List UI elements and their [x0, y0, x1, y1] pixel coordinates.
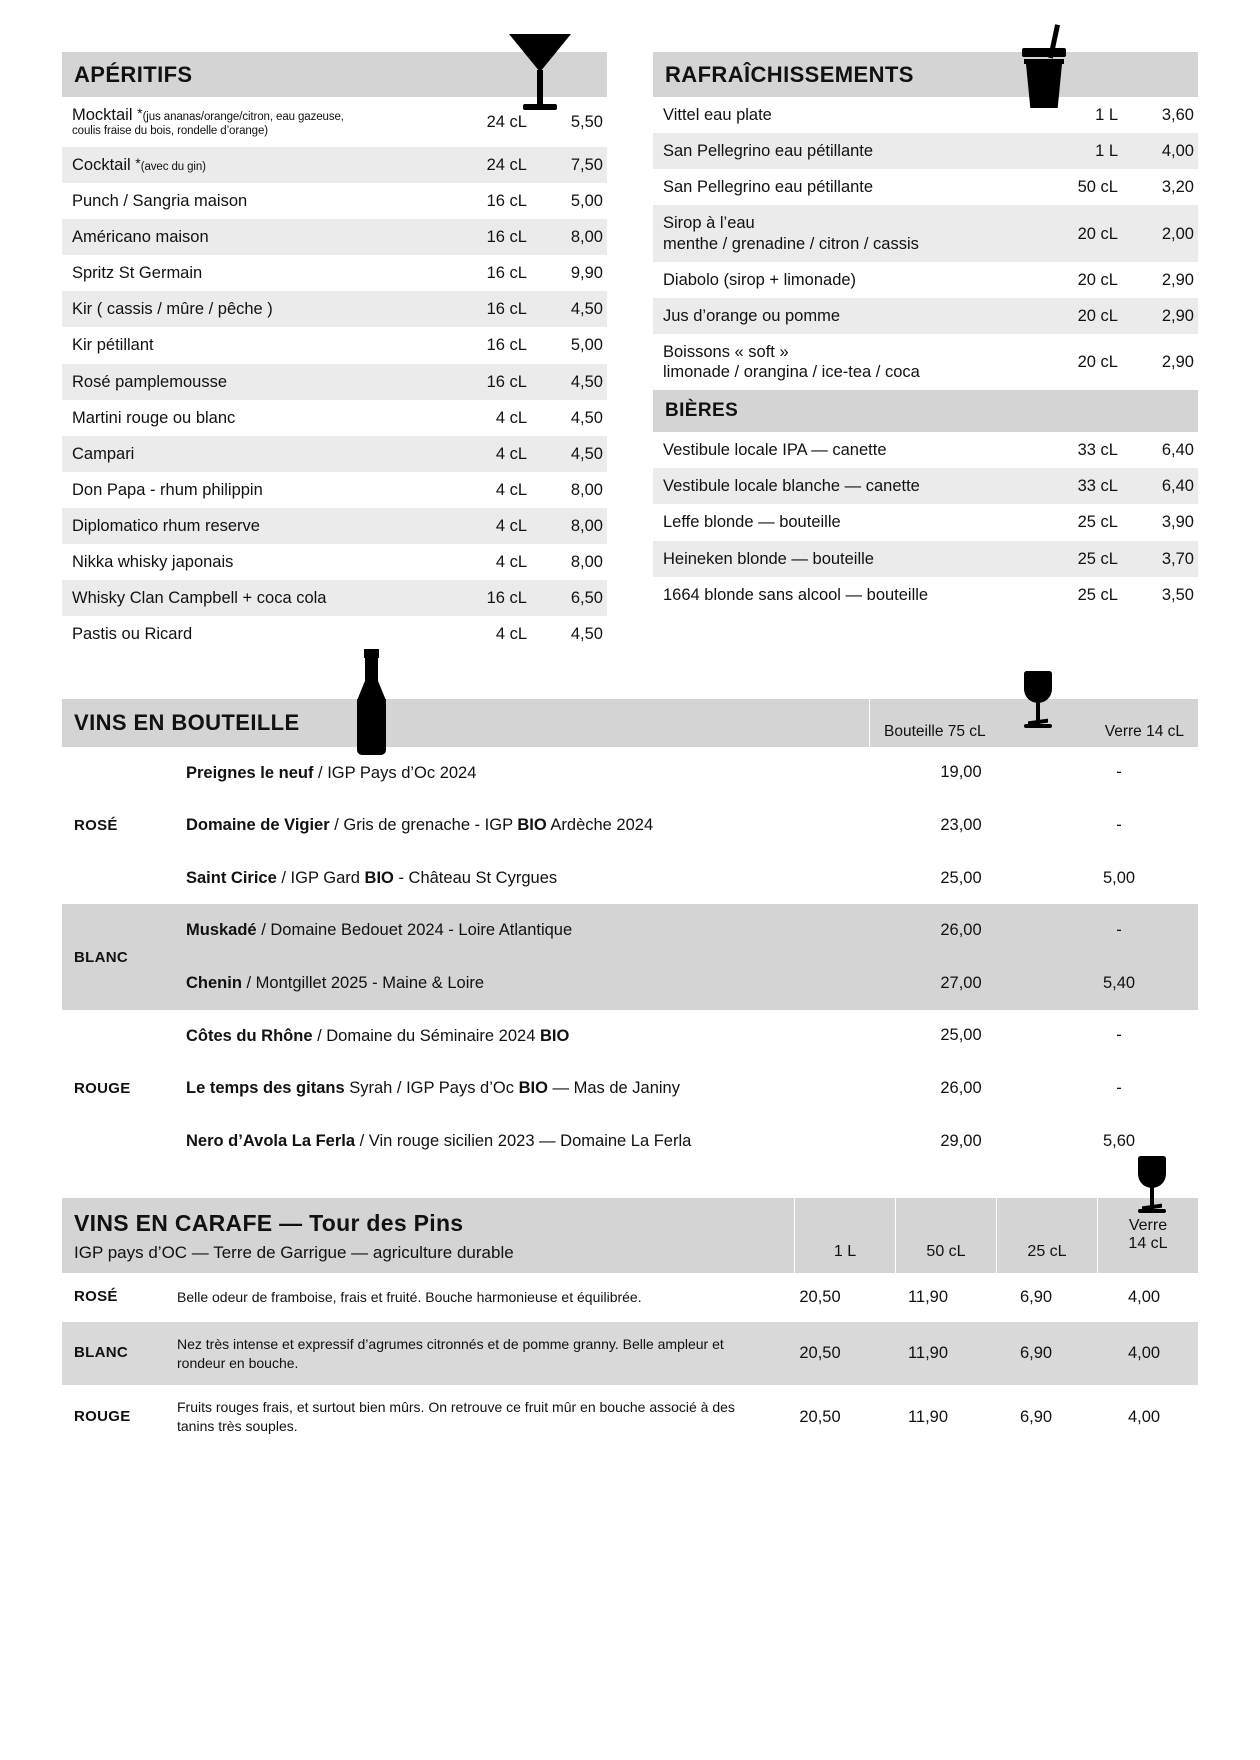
wine-name-rest: Syrah / IGP Pays d’Oc BIO — Mas de Janiny: [344, 1079, 680, 1098]
table-row: [653, 169, 1198, 205]
carafe-col-25cl: 25 cL: [996, 1198, 1097, 1274]
table-row: [653, 262, 1198, 298]
carafe-col-verre: [1097, 1198, 1198, 1274]
item-name: Boissons « soft »: [663, 342, 789, 361]
table-row: [653, 334, 1198, 390]
item-price: 3,50: [1161, 585, 1194, 604]
vins-bouteille-header: [62, 699, 1198, 747]
carafe-col-verre-line1: Verre: [1128, 1217, 1168, 1235]
item-name: San Pellegrino eau pétillante: [663, 178, 874, 197]
aperitifs-title: APÉRITIFS: [74, 62, 193, 87]
carafe-price-1l: 20,50: [766, 1322, 874, 1386]
aperitifs-table: [62, 97, 607, 652]
table-row: [62, 97, 607, 147]
wine-bottle-price: 23,00: [940, 815, 982, 834]
item-name: Don Papa - rhum philippin: [72, 480, 263, 499]
item-volume: 4 cL: [495, 553, 527, 572]
item-volume: 20 cL: [1034, 205, 1122, 261]
wine-glass-price: -: [1116, 1026, 1122, 1045]
item-name: Sirop à l’eau: [663, 214, 755, 233]
table-row: [62, 183, 607, 219]
wine-name-bold: Nero d’Avola La Ferla: [186, 1131, 356, 1150]
wine-glass-price: 5,40: [1040, 957, 1198, 1010]
item-price: 8,00: [531, 508, 607, 544]
item-name: Vestibule locale IPA — canette: [663, 441, 887, 460]
item-name: Diabolo (sirop + limonade): [663, 270, 857, 289]
item-star: *: [137, 105, 143, 122]
item-volume: 4 cL: [443, 508, 531, 544]
item-price: 5,00: [570, 336, 603, 355]
rafraichissements-title: RAFRAÎCHISSEMENTS: [665, 62, 914, 87]
item-price: 3,70: [1122, 541, 1198, 577]
carafe-price-verre: 4,00: [1127, 1408, 1161, 1427]
table-row: [62, 1385, 1198, 1449]
table-row: [653, 97, 1198, 133]
wine-group-rouge: ROUGE: [74, 1080, 131, 1098]
table-row: [62, 747, 1198, 800]
table-row: [653, 205, 1198, 261]
wine-name-bold: Côtes du Rhône: [186, 1026, 313, 1045]
carafe-col-1l: 1 L: [794, 1198, 895, 1274]
table-row: [62, 616, 607, 652]
item-name: Pastis ou Ricard: [72, 625, 193, 644]
item-price: 2,90: [1122, 298, 1198, 334]
item-volume: 16 cL: [486, 191, 527, 210]
wine-name-rest: / Montgillet 2025 - Maine & Loire: [246, 974, 485, 993]
table-row: [62, 1115, 1198, 1168]
item-name: Punch / Sangria maison: [72, 191, 248, 210]
table-row: [653, 504, 1198, 540]
wine-name: [178, 852, 882, 905]
table-row: [62, 400, 607, 436]
table-row: [653, 432, 1198, 468]
item-price: 3,90: [1161, 513, 1194, 532]
item-volume: 16 cL: [443, 219, 531, 255]
item-volume: 1 L: [1095, 106, 1118, 125]
wine-bottle-price: 26,00: [882, 904, 1040, 957]
carafe-price-25cl: 6,90: [1019, 1288, 1053, 1307]
vins-bouteille-title: VINS EN BOUTEILLE: [74, 709, 300, 735]
carafe-description: Fruits rouges frais, et surtout bien mûrs. On retrouve ce fruit mûr en bouche associé à des tanins très souples.: [177, 1399, 735, 1435]
wine-name: [178, 1062, 882, 1115]
table-row: [653, 541, 1198, 577]
item-volume: 16 cL: [486, 264, 527, 283]
carafe-description: Nez très intense et expressif d’agrumes citronnés et de pomme granny. Belle ampleur et rondeur en bouche.: [173, 1322, 766, 1386]
table-row: [62, 1010, 1198, 1063]
item-volume: 25 cL: [1077, 585, 1118, 604]
item-price: 8,00: [570, 480, 603, 499]
aperitifs-column: [62, 52, 607, 653]
wine-group-blanc: BLANC: [62, 904, 178, 1009]
wine-glass-price: -: [1116, 1079, 1122, 1098]
item-volume: 20 cL: [1077, 270, 1118, 289]
rafraichissements-table: [653, 97, 1198, 390]
item-star: *: [135, 154, 141, 171]
wine-group-rose: ROSÉ: [74, 816, 118, 834]
bieres-title: BIÈRES: [665, 400, 739, 422]
item-price: 6,40: [1122, 468, 1198, 504]
item-price: 4,00: [1122, 133, 1198, 169]
table-row: [62, 472, 607, 508]
item-name: Cocktail: [72, 155, 136, 174]
carafe-price-25cl: 6,90: [982, 1322, 1090, 1386]
table-row: [653, 298, 1198, 334]
wine-glass-icon: [1018, 671, 1058, 733]
wine-name-rest: / Gris de grenache - IGP BIO Ardèche 2024: [329, 816, 654, 835]
carafe-group-rouge: ROUGE: [74, 1408, 131, 1426]
vins-carafe-table: [62, 1273, 1198, 1449]
item-name: San Pellegrino eau pétillante: [653, 133, 1034, 169]
table-row: [62, 255, 607, 291]
item-price: 4,50: [570, 625, 603, 644]
item-price: 4,50: [531, 436, 607, 472]
item-name: Martini rouge ou blanc: [72, 408, 236, 427]
item-name: Mocktail: [72, 106, 138, 125]
wine-name-bold: Chenin: [186, 974, 247, 993]
wine-name: [178, 904, 882, 957]
item-price: 4,50: [570, 408, 603, 427]
carafe-group-rose: ROSÉ: [74, 1288, 118, 1306]
wine-name-bold: Saint Cirice: [186, 868, 277, 887]
carafe-col-verre-line2: 14 cL: [1128, 1235, 1168, 1253]
item-name: Spritz St Germain: [72, 264, 203, 283]
item-volume: 16 cL: [443, 291, 531, 327]
item-price: 2,90: [1161, 353, 1194, 372]
item-name: 1664 blonde sans alcool — bouteille: [663, 585, 929, 604]
item-volume: 33 cL: [1077, 441, 1118, 460]
table-row: [62, 580, 607, 616]
wine-bottle-price: 26,00: [940, 1079, 982, 1098]
item-name: Vittel eau plate: [663, 106, 772, 125]
table-row: [653, 577, 1198, 613]
item-name: Leffe blonde — bouteille: [663, 513, 841, 532]
wine-glass-price: 5,00: [1102, 868, 1136, 887]
item-price: 4,50: [531, 364, 607, 400]
wine-name-bold: Le temps des gitans: [186, 1079, 345, 1098]
item-volume: 20 cL: [1077, 353, 1118, 372]
item-volume: 24 cL: [486, 112, 527, 131]
item-price: 5,50: [570, 112, 603, 131]
item-volume: 16 cL: [486, 336, 527, 355]
table-row: [62, 1062, 1198, 1115]
item-price: 6,50: [531, 580, 607, 616]
item-price: 9,90: [570, 264, 603, 283]
top-columns: [62, 52, 1198, 653]
item-desc-2: coulis fraise du bois, rondelle d’orange): [72, 125, 268, 138]
wine-glass-price: 5,60: [1102, 1131, 1136, 1150]
wine-name-rest: / IGP Gard BIO - Château St Cyrgues: [276, 868, 558, 887]
table-row: [62, 364, 607, 400]
vins-bouteille-column-headers: [869, 699, 1198, 747]
item-price: 2,90: [1161, 270, 1194, 289]
carafe-price-verre: 4,00: [1127, 1288, 1161, 1307]
table-row: [62, 904, 1198, 957]
item-volume: 4 cL: [443, 436, 531, 472]
carafe-price-1l: 20,50: [799, 1288, 841, 1307]
item-volume: 20 cL: [1034, 298, 1122, 334]
vins-carafe-header: [62, 1198, 1198, 1274]
wine-name-bold: Muskadé: [186, 921, 257, 940]
table-row: [653, 133, 1198, 169]
table-row: [62, 219, 607, 255]
table-row: [62, 327, 607, 363]
rafraichissements-column: [653, 52, 1198, 613]
item-price: 2,00: [1122, 205, 1198, 261]
item-name: Heineken blonde — bouteille: [653, 541, 1034, 577]
wine-name-rest: / IGP Pays d’Oc 2024: [313, 763, 477, 782]
wine-bottle-price: 19,00: [940, 763, 982, 782]
table-row: [62, 1322, 1198, 1386]
carafe-col-50cl: 50 cL: [895, 1198, 996, 1274]
wine-name: [178, 1115, 882, 1168]
carafe-price-1l: 20,50: [799, 1408, 841, 1427]
item-name-line2: menthe / grenadine / citron / cassis: [663, 234, 919, 253]
item-volume: 33 cL: [1034, 468, 1122, 504]
vins-carafe-subtitle: IGP pays d’OC — Terre de Garrigue — agriculture durable: [74, 1242, 514, 1262]
item-name: Campari: [62, 436, 443, 472]
item-name: Kir ( cassis / mûre / pêche ): [62, 291, 443, 327]
item-name: Jus d’orange ou pomme: [653, 298, 1034, 334]
carafe-price-50cl: 11,90: [907, 1288, 949, 1307]
table-row: [62, 852, 1198, 905]
wine-bottle-price: 29,00: [940, 1131, 982, 1150]
wine-name-rest: / Domaine Bedouet 2024 - Loire Atlantique: [256, 921, 573, 940]
wine-name: [178, 747, 882, 800]
wine-glass-price: -: [1116, 763, 1122, 782]
bieres-table: [653, 432, 1198, 613]
item-name: Diplomatico rhum reserve: [62, 508, 443, 544]
item-name: Américano maison: [62, 219, 443, 255]
item-price: 7,50: [531, 147, 607, 183]
item-volume: 25 cL: [1077, 513, 1118, 532]
item-price: 8,00: [531, 219, 607, 255]
col-verre-label: Verre 14 cL: [1104, 722, 1184, 740]
table-row: [62, 147, 607, 183]
vins-bouteille-section: [62, 699, 1198, 1168]
table-row: [62, 544, 607, 580]
item-price: 3,60: [1161, 106, 1194, 125]
item-desc-1: (avec du gin): [140, 160, 206, 173]
table-row: [62, 436, 607, 472]
carafe-price-25cl: 6,90: [1019, 1408, 1053, 1427]
item-volume: 1 L: [1034, 133, 1122, 169]
wine-name-bold: Domaine de Vigier: [186, 816, 330, 835]
wine-glass-price: -: [1116, 815, 1122, 834]
carafe-group-blanc: BLANC: [62, 1322, 173, 1386]
item-price: 4,50: [531, 291, 607, 327]
item-name-line2: limonade / orangina / ice-tea / coca: [663, 363, 920, 382]
item-volume: 4 cL: [495, 625, 527, 644]
vins-bouteille-table: [62, 747, 1198, 1168]
table-row: [62, 799, 1198, 852]
rafraichissements-header: [653, 52, 1198, 97]
item-name: Vestibule locale blanche — canette: [653, 468, 1034, 504]
item-volume: 24 cL: [443, 147, 531, 183]
table-row: [62, 291, 607, 327]
item-volume: 25 cL: [1034, 541, 1122, 577]
item-price: 5,00: [570, 191, 603, 210]
item-price: 3,20: [1161, 178, 1194, 197]
vins-carafe-section: [62, 1198, 1198, 1450]
item-price: 8,00: [570, 553, 603, 572]
item-desc-1: (jus ananas/orange/citron, eau gazeuse,: [142, 111, 344, 124]
wine-name-bold: Preignes le neuf: [186, 763, 314, 782]
wine-name-rest: / Vin rouge sicilien 2023 — Domaine La Ferla: [355, 1131, 692, 1150]
item-name: Whisky Clan Campbell + coca cola: [62, 580, 443, 616]
wine-name: [178, 957, 882, 1010]
wine-name-rest: / Domaine du Séminaire 2024 BIO: [312, 1026, 570, 1045]
table-row: [62, 957, 1198, 1010]
carafe-description: Belle odeur de framboise, frais et fruité. Bouche harmonieuse et équilibrée.: [177, 1289, 642, 1306]
bieres-header: [653, 390, 1198, 432]
wine-name: [178, 799, 882, 852]
table-row: [62, 508, 607, 544]
item-name: Rosé pamplemousse: [62, 364, 443, 400]
item-volume: 50 cL: [1077, 178, 1118, 197]
table-row: [62, 1273, 1198, 1321]
item-volume: 16 cL: [443, 580, 531, 616]
carafe-price-verre: 4,00: [1090, 1322, 1198, 1386]
col-bouteille-label: Bouteille 75 cL: [884, 722, 986, 740]
item-volume: 4 cL: [495, 480, 527, 499]
carafe-price-50cl: 11,90: [907, 1408, 949, 1427]
item-name: Nikka whisky japonais: [72, 553, 234, 572]
wine-bottle-price: 25,00: [940, 868, 982, 887]
carafe-price-50cl: 11,90: [874, 1322, 982, 1386]
wine-bottle-price: 27,00: [882, 957, 1040, 1010]
table-row: [653, 468, 1198, 504]
item-price: 6,40: [1161, 441, 1194, 460]
wine-glass-price: -: [1040, 904, 1198, 957]
wine-name: [178, 1010, 882, 1063]
wine-bottle-price: 25,00: [940, 1026, 982, 1045]
vins-carafe-title: VINS EN CARAFE — Tour des Pins: [74, 1209, 464, 1236]
item-volume: 16 cL: [443, 364, 531, 400]
item-volume: 4 cL: [495, 408, 527, 427]
item-name: Kir pétillant: [72, 336, 154, 355]
aperitifs-header: [62, 52, 607, 97]
